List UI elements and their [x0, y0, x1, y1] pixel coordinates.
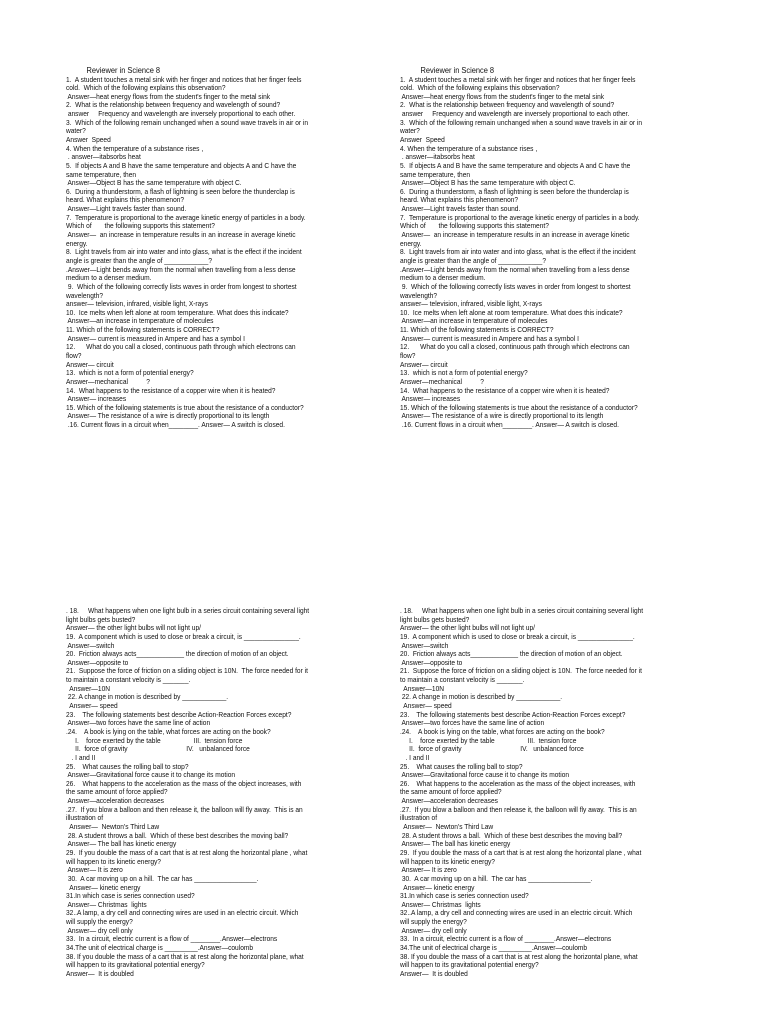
text-line: .24. A book is lying on the table, what forces are acting on the book? [400, 727, 605, 736]
text-line: . answer—itabsorbs heat [400, 153, 475, 162]
text-line: Answer—Gravitational force cause it to change its motion [400, 771, 570, 780]
text-line: 7. Temperature is proportional to the average kinetic energy of particles in a body. [400, 213, 640, 222]
text-line: . 18. What happens when one light bulb in a series circuit containing several light [66, 607, 310, 615]
text-line: answer Frequency and wavelength are inversely proportional to each other. [400, 110, 630, 119]
text-line: Answer—heat energy flows from the student's finger to the metal sink [66, 92, 271, 101]
text-line: Answer— kinetic energy [400, 883, 475, 892]
text-line: 6. During a thunderstorm, a flash of lightning is seen before the thunderclap is [400, 187, 629, 196]
text-line: Answer—Object B has the same temperature with object C. [66, 179, 242, 188]
text-line: Answer—10N [66, 684, 111, 693]
text-line: Answer— Christmas lights [400, 900, 481, 909]
text-line: Answer—heat energy flows from the student's finger to the metal sink [400, 92, 605, 101]
text-line: .27. If you blow a balloon and then release it, the balloon will fly away. This is an [400, 805, 637, 814]
reviewer-top-left [66, 66, 378, 430]
text-line: the same amount of force applied? [400, 788, 502, 797]
text-line: 15. Which of the following statements is true about the resistance of a conductor? [400, 403, 638, 412]
text-line: .16. Current flows in a circuit when________. Answer— A switch is closed. [400, 421, 619, 430]
question-lines [400, 607, 712, 979]
text-line: .27. If you blow a balloon and then release it, the balloon will fly away. This is an [66, 805, 303, 814]
text-line: Answer— increases [400, 395, 461, 404]
text-line: 10. Ice melts when left alone at room temperature. What does this indicate? [66, 308, 289, 317]
text-line: Answer—switch [400, 641, 449, 650]
text-line: Answer— The ball has kinetic energy [66, 840, 177, 849]
text-line: 32..A lamp, a dry cell and connecting wires are used in an electric circuit. Which [66, 909, 299, 918]
text-line: will happen to its kinetic energy? [400, 857, 495, 866]
text-line: energy. [400, 239, 422, 248]
text-line: 25. What causes the rolling ball to stop? [400, 762, 523, 771]
text-line: 3. Which of the following remain unchanged when a sound wave travels in air or in [400, 118, 643, 127]
text-line: 33. In a circuit, electric current is a flow of ________.Answer—electrons [400, 935, 612, 944]
text-line: I. force exerted by the table III. tension force [66, 736, 243, 745]
text-line: will happen to its gravitational potential energy? [400, 961, 539, 970]
text-line: answer Frequency and wavelength are inversely proportional to each other. [66, 110, 296, 119]
text-line: Answer— It is zero [400, 866, 457, 875]
text-line: 4. When the temperature of a substance rises , [400, 144, 538, 153]
text-line: Answer—mechanical ? [400, 377, 484, 386]
reviewer-bottom-right [400, 607, 712, 979]
text-line: 14. What happens to the resistance of a copper wire when it is heated? [66, 386, 276, 395]
text-line: Answer—Light travels faster than sound. [66, 205, 187, 214]
text-line: 19. A component which is used to close or break a circuit, is _______________. [66, 632, 301, 641]
text-line: Answer Speed [400, 135, 445, 144]
text-line: 5. If objects A and B have the same temperature and objects A and C have the [400, 161, 631, 170]
text-line: energy. [66, 239, 88, 248]
text-line: .Answer—Light bends away from the normal when travelling from a less dense [400, 265, 630, 274]
text-line: Answer— It is zero [66, 866, 123, 875]
text-line: Answer—an increase in temperature of molecules [400, 317, 548, 326]
text-line: Answer Speed [66, 135, 111, 144]
text-line: 20. Friction always acts_____________ the direction of motion of an object. [400, 650, 623, 659]
text-line: Answer— The resistance of a wire is directly proportional to its length [400, 412, 604, 421]
text-line: Which of the following supports this statement? [400, 222, 549, 231]
text-line: Answer— Christmas lights [66, 900, 147, 909]
text-line: 8. Light travels from air into water and into glass, what is the effect if the incident [66, 248, 302, 257]
text-line: medium to a denser medium. [400, 274, 486, 283]
text-line: 30. A car moving up on a hill. The car has _________________. [66, 874, 259, 883]
text-line: 31.In which case is series connection used? [66, 892, 195, 901]
text-line: illustration of [66, 814, 104, 823]
text-line: angle is greater than the angle of ____________? [400, 256, 546, 265]
question-lines [66, 607, 378, 979]
text-line: II. force of gravity IV. unbalanced force [400, 745, 584, 754]
text-line: Answer— an increase in temperature results in an increase in average kinetic [400, 231, 630, 240]
text-line: Answer—two forces have the same line of action [66, 719, 211, 728]
text-line: illustration of [400, 814, 438, 823]
text-line: Answer— kinetic energy [66, 883, 141, 892]
text-line: II. force of gravity IV. unbalanced force [66, 745, 250, 754]
text-line: Answer—Gravitational force cause it to change its motion [66, 771, 236, 780]
text-line: Answer—mechanical ? [66, 377, 150, 386]
text-line: flow? [66, 352, 82, 360]
text-line: Answer— speed [400, 702, 452, 711]
text-line: answer— television, infrared, visible light, X-rays [400, 300, 542, 309]
text-line: Answer— current is measured in Ampere and has a symbol I [66, 334, 245, 343]
text-line: 29. If you double the mass of a cart that is at rest along the horizontal plane , what [66, 848, 308, 857]
text-line: Answer—acceleration decreases [400, 797, 498, 806]
text-line: 20. Friction always acts_____________ the direction of motion of an object. [66, 650, 289, 659]
text-line: 31.In which case is series connection used? [400, 892, 529, 901]
text-line: wavelength? [66, 291, 104, 300]
text-line: cold. Which of the following explains this observation? [400, 84, 560, 93]
text-line: 10. Ice melts when left alone at room temperature. What does this indicate? [400, 308, 623, 317]
text-line: to maintain a constant velocity is _______. [66, 676, 191, 685]
text-line: 21. Suppose the force of friction on a sliding object is 10N. The force needed for it [66, 667, 308, 676]
text-line: the same amount of force applied? [66, 788, 168, 797]
text-line: Answer—two forces have the same line of action [400, 719, 545, 728]
text-line: 30. A car moving up on a hill. The car has _________________. [400, 874, 593, 883]
text-line: Answer— circuit [66, 360, 114, 369]
text-line: Answer—acceleration decreases [66, 797, 164, 806]
text-line: will happen to its kinetic energy? [66, 857, 161, 866]
text-line: 29. If you double the mass of a cart that is at rest along the horizontal plane , what [400, 848, 642, 857]
text-line: .Answer—Light bends away from the normal when travelling from a less dense [66, 265, 296, 274]
text-line: 13. which is not a form of potential energy? [66, 369, 194, 378]
text-line: . I and II [400, 753, 430, 762]
text-line: 2. What is the relationship between frequency and wavelength of sound? [400, 101, 615, 110]
text-line: 33. In a circuit, electric current is a flow of ________.Answer—electrons [66, 935, 278, 944]
text-line: I. force exerted by the table III. tension force [400, 736, 577, 745]
text-line: 38. If you double the mass of a cart that is at rest along the horizontal plane, what [400, 952, 638, 961]
text-line: will supply the energy? [66, 918, 133, 927]
text-line: Answer— circuit [400, 360, 448, 369]
text-line: 38. If you double the mass of a cart that is at rest along the horizontal plane, what [66, 952, 304, 961]
text-line: Answer— current is measured in Ampere and has a symbol I [400, 334, 579, 343]
text-line: . 18. What happens when one light bulb in a series circuit containing several light [400, 607, 644, 615]
text-line: 12. What do you call a closed, continuous path through which electrons can [400, 343, 630, 352]
text-line: 14. What happens to the resistance of a copper wire when it is heated? [400, 386, 610, 395]
text-line: heard. What explains this phenomenon? [400, 196, 519, 205]
text-line: 34.The unit of electrical charge is _________.Answer—coulomb [400, 943, 588, 952]
text-line: 9. Which of the following correctly lists waves in order from longest to shortest [400, 282, 631, 291]
text-line: Answer— The resistance of a wire is directly proportional to its length [66, 412, 270, 421]
text-line: Answer— Newton's Third Law [400, 823, 494, 832]
text-line: 12. What do you call a closed, continuous path through which electrons can [66, 343, 296, 352]
text-line: Answer— the other light bulbs will not light up/ [400, 624, 535, 633]
text-line: 25. What causes the rolling ball to stop? [66, 762, 189, 771]
text-line: Answer— Newton's Third Law [66, 823, 160, 832]
text-line: 22. A change in motion is described by ____________. [400, 693, 563, 702]
text-line: Answer—switch [66, 641, 115, 650]
text-line: wavelength? [400, 291, 438, 300]
text-line: 19. A component which is used to close or break a circuit, is _______________. [400, 632, 635, 641]
text-line: 4. When the temperature of a substance rises , [66, 144, 204, 153]
reviewer-bottom-left [66, 607, 378, 979]
question-lines [66, 76, 378, 430]
text-line: 7. Temperature is proportional to the average kinetic energy of particles in a body. [66, 213, 306, 222]
text-line: Answer—an increase in temperature of molecules [66, 317, 214, 326]
text-line: 1. A student touches a metal sink with her finger and notices that her finger feels [400, 75, 636, 84]
text-line: 3. Which of the following remain unchanged when a sound wave travels in air or in [66, 118, 309, 127]
text-line: 22. A change in motion is described by ____________. [66, 693, 229, 702]
text-line: answer— television, infrared, visible light, X-rays [66, 300, 208, 309]
text-line: 13. which is not a form of potential energy? [400, 369, 528, 378]
text-line: 32..A lamp, a dry cell and connecting wires are used in an electric circuit. Which [400, 909, 633, 918]
text-line: to maintain a constant velocity is _______. [400, 676, 525, 685]
text-line: 23. The following statements best describe Action-Reaction Forces except? [66, 710, 292, 719]
text-line: same temperature, then [400, 170, 471, 179]
text-line: same temperature, then [66, 170, 137, 179]
text-line: light bulbs gets busted? [400, 615, 470, 624]
text-line: 15. Which of the following statements is true about the resistance of a conductor? [66, 403, 304, 412]
text-line: Answer— increases [66, 395, 127, 404]
text-line: Answer— It is doubled [66, 969, 134, 978]
text-line: 1. A student touches a metal sink with her finger and notices that her finger feels [66, 75, 302, 84]
text-line: cold. Which of the following explains this observation? [66, 84, 226, 93]
text-line: Answer—Light travels faster than sound. [400, 205, 521, 214]
text-line: 11. Which of the following statements is CORRECT? [400, 326, 554, 335]
text-line: 28. A student throws a ball. Which of these best describes the moving ball? [400, 831, 623, 840]
text-line: Answer— The ball has kinetic energy [400, 840, 511, 849]
text-line: Answer— It is doubled [400, 969, 468, 978]
text-line: Answer—opposite to [400, 658, 463, 667]
text-line: Answer— dry cell only [66, 926, 133, 935]
text-line: 28. A student throws a ball. Which of these best describes the moving ball? [66, 831, 289, 840]
text-line: 2. What is the relationship between frequency and wavelength of sound? [66, 101, 281, 110]
text-line: 34.The unit of electrical charge is _________.Answer—coulomb [66, 943, 254, 952]
text-line: 21. Suppose the force of friction on a sliding object is 10N. The force needed for it [400, 667, 642, 676]
text-line: medium to a denser medium. [66, 274, 152, 283]
reviewer-title: Reviewer in Science 8 [86, 66, 161, 75]
text-line: will happen to its gravitational potential energy? [66, 961, 205, 970]
text-line: light bulbs gets busted? [66, 615, 136, 624]
text-line: 11. Which of the following statements is CORRECT? [66, 326, 220, 335]
text-line: Answer— speed [66, 702, 118, 711]
text-line: Which of the following supports this statement? [66, 222, 215, 231]
text-line: 6. During a thunderstorm, a flash of lightning is seen before the thunderclap is [66, 187, 295, 196]
text-line: .16. Current flows in a circuit when________. Answer— A switch is closed. [66, 421, 285, 430]
text-line: Answer—10N [400, 684, 445, 693]
reviewer-title: Reviewer in Science 8 [420, 66, 495, 75]
reviewer-top-right [400, 66, 712, 430]
text-line: 26. What happens to the acceleration as the mass of the object increases, with [66, 779, 302, 788]
text-line: 5. If objects A and B have the same temperature and objects A and C have the [66, 161, 297, 170]
text-line: 8. Light travels from air into water and into glass, what is the effect if the incident [400, 248, 636, 257]
text-line: 23. The following statements best describe Action-Reaction Forces except? [400, 710, 626, 719]
text-line: water? [400, 127, 420, 136]
text-line: Answer— dry cell only [400, 926, 467, 935]
text-line: . I and II [66, 753, 96, 762]
text-line: Answer—opposite to [66, 658, 129, 667]
text-line: Answer— the other light bulbs will not light up/ [66, 624, 201, 633]
text-line: 26. What happens to the acceleration as the mass of the object increases, with [400, 779, 636, 788]
text-line: flow? [400, 352, 416, 360]
text-line: Answer— an increase in temperature results in an increase in average kinetic [66, 231, 296, 240]
text-line: Answer—Object B has the same temperature with object C. [400, 179, 576, 188]
text-line: .24. A book is lying on the table, what forces are acting on the book? [66, 727, 271, 736]
text-line: water? [66, 127, 86, 136]
text-line: 9. Which of the following correctly lists waves in order from longest to shortest [66, 282, 297, 291]
text-line: . answer—itabsorbs heat [66, 153, 141, 162]
text-line: will supply the energy? [400, 918, 467, 927]
text-line: angle is greater than the angle of ____________? [66, 256, 212, 265]
question-lines [400, 76, 712, 430]
text-line: heard. What explains this phenomenon? [66, 196, 185, 205]
